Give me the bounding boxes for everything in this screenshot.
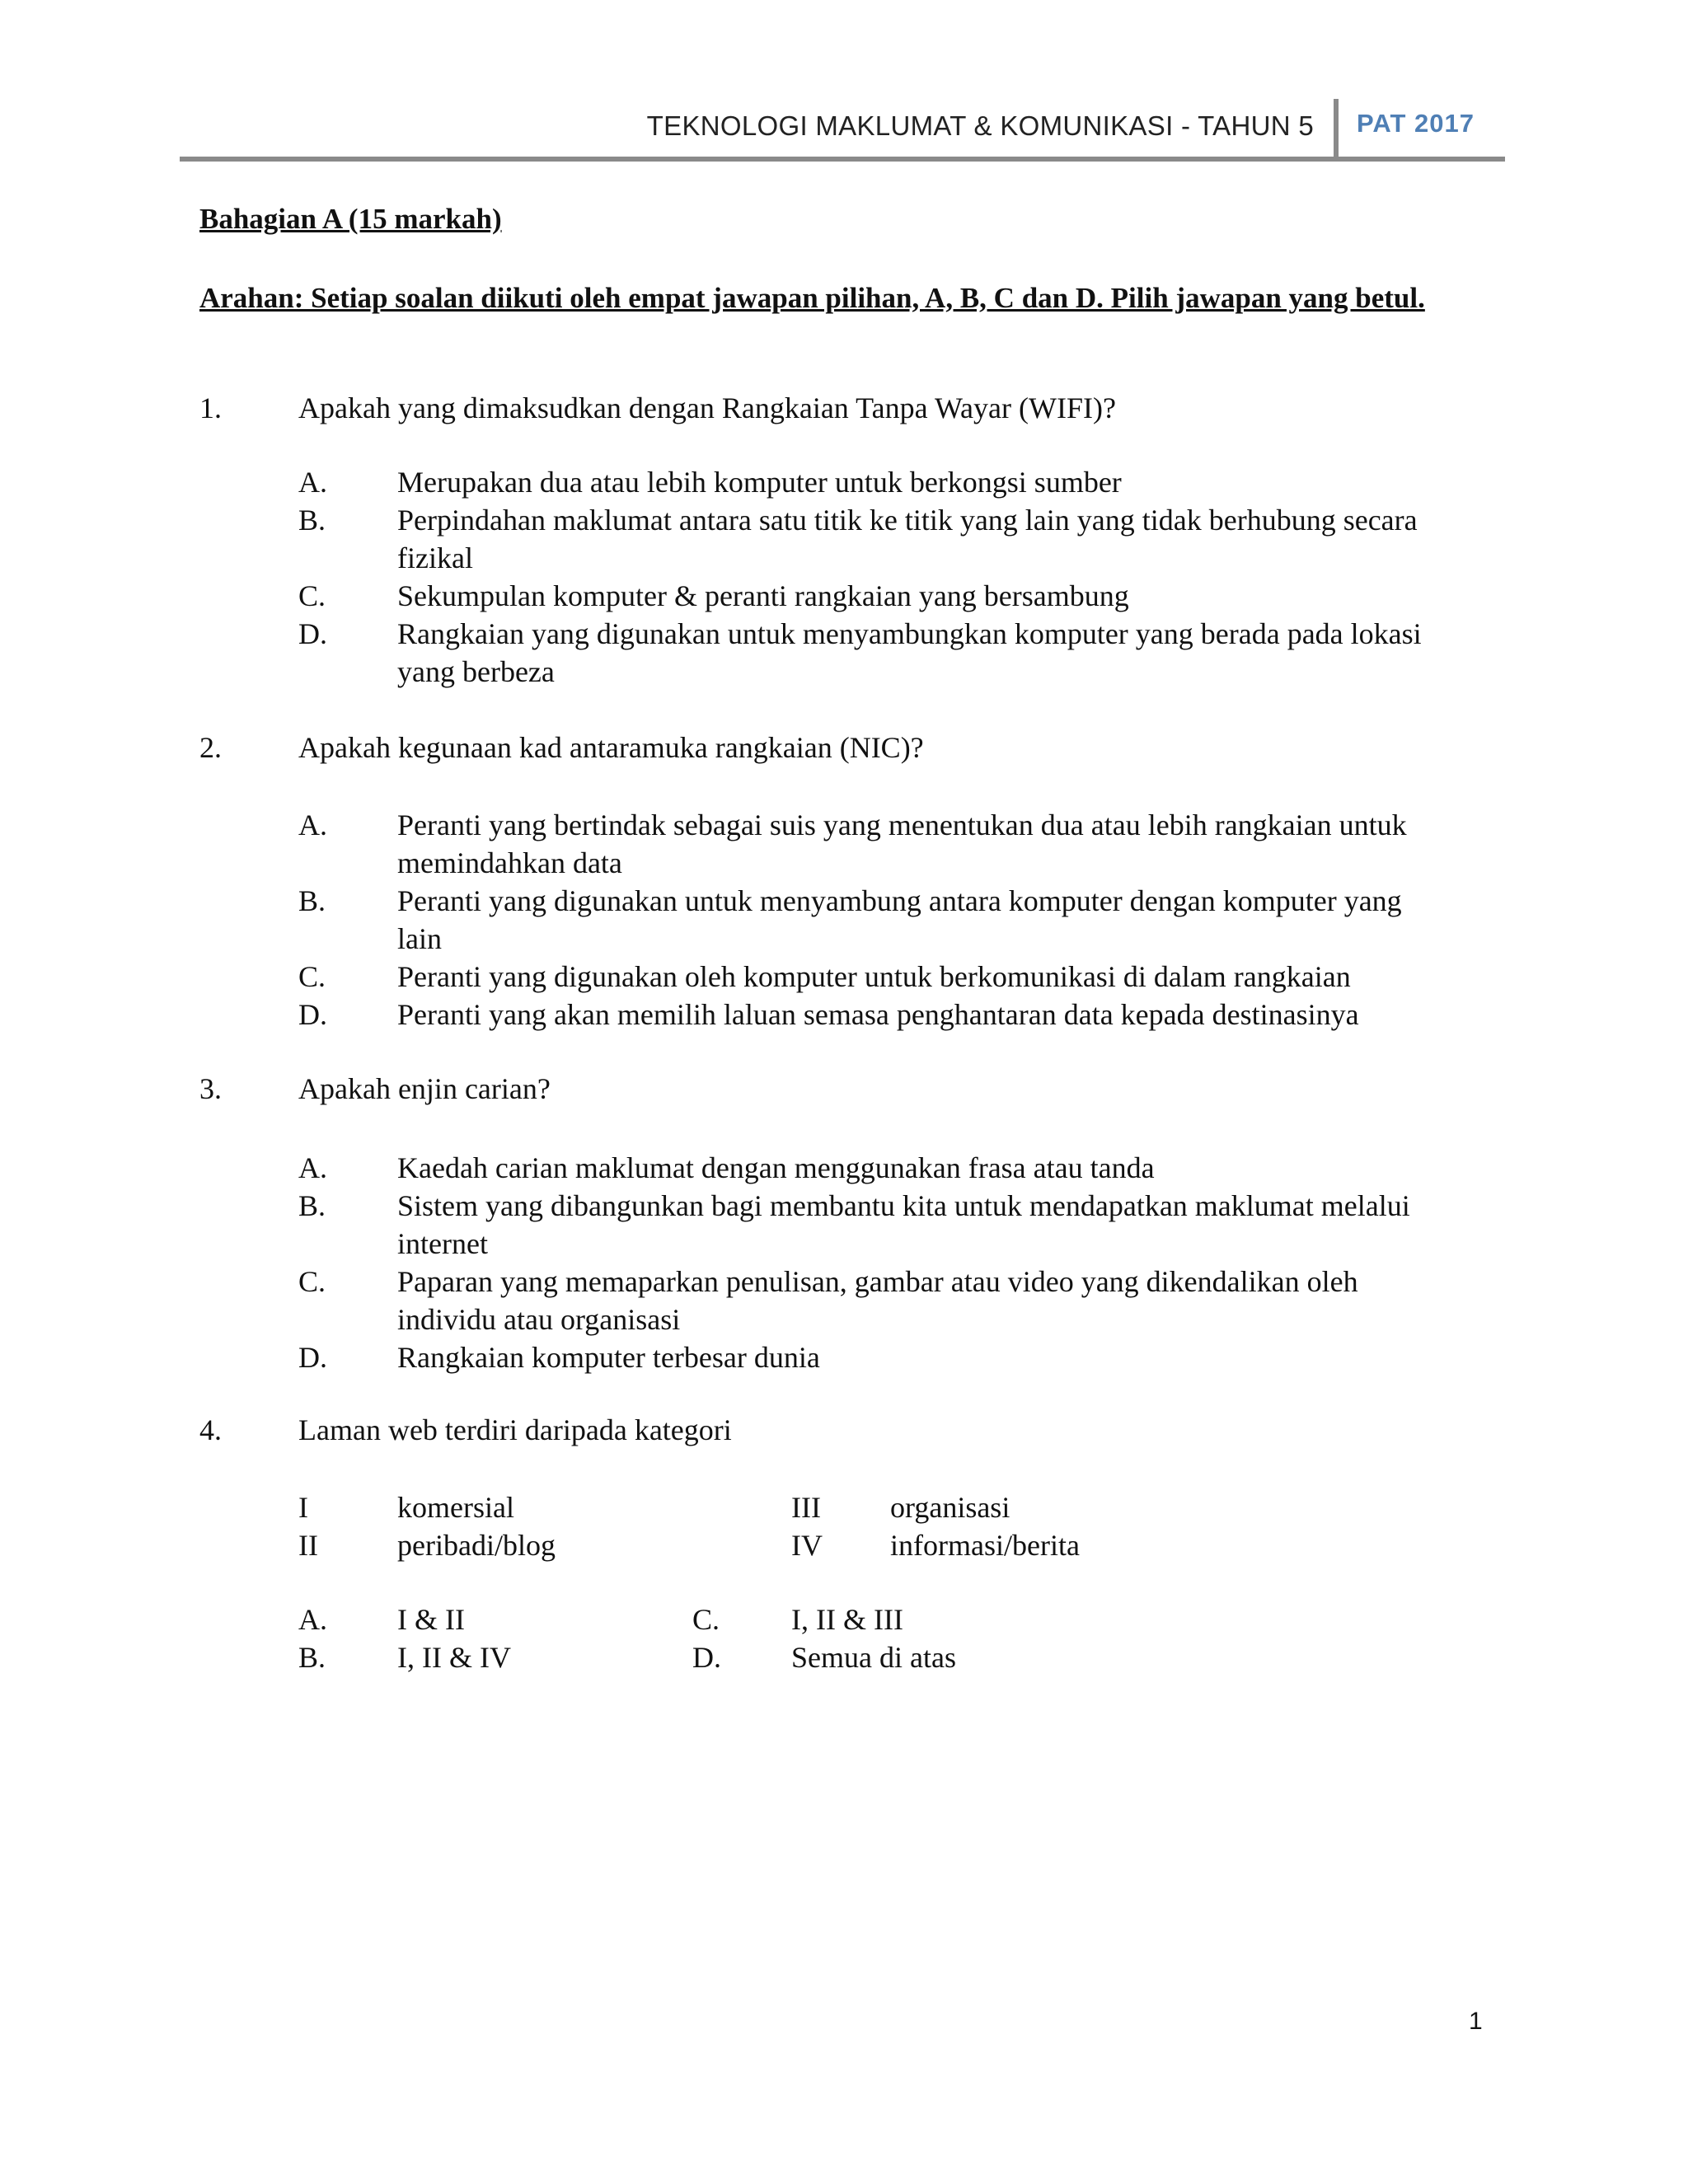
header-title: TEKNOLOGI MAKLUMAT & KOMUNIKASI - TAHUN 5 bbox=[646, 110, 1314, 141]
question-4-categories bbox=[298, 1488, 1502, 1564]
option-text: Peranti yang digunakan oleh komputer untuk berkomunikasi di dalam rangkaian bbox=[397, 960, 1351, 993]
option-letter: A. bbox=[298, 1151, 327, 1184]
category-numeral: II bbox=[298, 1529, 318, 1562]
option-text: Paparan yang memaparkan penulisan, gambar atau video yang dikendalikan oleh individu atau organisasi bbox=[397, 1265, 1358, 1336]
category-row bbox=[298, 1526, 1502, 1564]
option-letter: D. bbox=[298, 1341, 327, 1374]
option-letter: B. bbox=[298, 504, 326, 537]
category-text: organisasi bbox=[890, 1491, 1010, 1524]
question-number: 2. bbox=[199, 731, 222, 764]
option-text: I, II & IV bbox=[397, 1641, 511, 1674]
category-text: informasi/berita bbox=[890, 1529, 1080, 1562]
category-row bbox=[298, 1488, 1502, 1526]
option-letter: A. bbox=[298, 466, 327, 499]
header-rule bbox=[180, 157, 1505, 162]
question-2-options bbox=[298, 806, 1502, 1033]
section-title: Bahagian A (15 markah) bbox=[199, 203, 502, 235]
option-letter: D. bbox=[298, 998, 327, 1031]
option-letter: C. bbox=[298, 579, 326, 612]
question-text: Apakah enjin carian? bbox=[298, 1072, 551, 1105]
question-number: 1. bbox=[199, 391, 222, 424]
option-text: Peranti yang digunakan untuk menyambung antara komputer dengan komputer yang lain bbox=[397, 884, 1402, 955]
option-d bbox=[298, 1338, 1502, 1376]
option-letter: C. bbox=[298, 960, 326, 993]
question-1-options bbox=[298, 463, 1502, 691]
category-numeral: III bbox=[791, 1491, 821, 1524]
option-a bbox=[298, 1149, 1502, 1187]
option-text: Kaedah carian maklumat dengan menggunakan frasa atau tanda bbox=[397, 1151, 1155, 1184]
option-d bbox=[298, 615, 1502, 691]
option-d bbox=[298, 996, 1502, 1033]
page-number: 1 bbox=[1469, 2008, 1483, 2035]
option-a bbox=[298, 806, 1502, 882]
option-b bbox=[298, 882, 1502, 958]
category-text: komersial bbox=[397, 1491, 514, 1524]
option-text: I, II & III bbox=[791, 1603, 903, 1636]
option-c bbox=[298, 1263, 1502, 1338]
question-text: Laman web terdiri daripada kategori bbox=[298, 1413, 732, 1446]
category-numeral: I bbox=[298, 1491, 308, 1524]
category-numeral: IV bbox=[791, 1529, 823, 1562]
option-text: Semua di atas bbox=[791, 1641, 956, 1674]
option-text: Perpindahan maklumat antara satu titik ke titik yang lain yang tidak berhubung secara fizikal bbox=[397, 504, 1418, 574]
option-c bbox=[298, 577, 1502, 615]
option-letter: A. bbox=[298, 1603, 327, 1636]
question-3-options bbox=[298, 1149, 1502, 1376]
section-instructions: Arahan: Setiap soalan diikuti oleh empat jawapan pilihan, A, B, C dan D. Pilih jawapan yang betul. bbox=[199, 282, 1425, 314]
option-letter: D. bbox=[298, 617, 327, 650]
header-badge: PAT 2017 bbox=[1357, 109, 1475, 138]
option-text: Peranti yang akan memilih laluan semasa penghantaran data kepada destinasinya bbox=[397, 998, 1359, 1031]
option-letter: B. bbox=[298, 1641, 326, 1674]
option-row bbox=[298, 1638, 1502, 1676]
option-row bbox=[298, 1601, 1502, 1638]
question-number: 4. bbox=[199, 1413, 222, 1446]
option-c bbox=[298, 958, 1502, 996]
option-letter: C. bbox=[692, 1603, 720, 1636]
header-divider bbox=[1334, 99, 1339, 158]
option-text: Sekumpulan komputer & peranti rangkaian yang bersambung bbox=[397, 579, 1129, 612]
question-text: Apakah kegunaan kad antaramuka rangkaian (NIC)? bbox=[298, 731, 924, 764]
option-b bbox=[298, 501, 1502, 577]
option-letter: B. bbox=[298, 884, 326, 917]
option-b bbox=[298, 1187, 1502, 1263]
option-text: Peranti yang bertindak sebagai suis yang menentukan dua atau lebih rangkaian untuk memindahkan data bbox=[397, 808, 1407, 879]
category-text: peribadi/blog bbox=[397, 1529, 556, 1562]
option-text: Merupakan dua atau lebih komputer untuk berkongsi sumber bbox=[397, 466, 1122, 499]
option-text: Sistem yang dibangunkan bagi membantu kita untuk mendapatkan maklumat melalui internet bbox=[397, 1189, 1410, 1260]
question-4-options bbox=[298, 1601, 1502, 1676]
option-text: I & II bbox=[397, 1603, 465, 1636]
option-text: Rangkaian yang digunakan untuk menyambungkan komputer yang berada pada lokasi yang berbeza bbox=[397, 617, 1422, 688]
option-letter: A. bbox=[298, 808, 327, 841]
option-letter: D. bbox=[692, 1641, 721, 1674]
page-header bbox=[180, 99, 1505, 163]
option-text: Rangkaian komputer terbesar dunia bbox=[397, 1341, 820, 1374]
option-letter: B. bbox=[298, 1189, 326, 1222]
option-letter: C. bbox=[298, 1265, 326, 1298]
question-text: Apakah yang dimaksudkan dengan Rangkaian Tanpa Wayar (WIFI)? bbox=[298, 391, 1116, 424]
question-number: 3. bbox=[199, 1072, 222, 1105]
option-a bbox=[298, 463, 1502, 501]
